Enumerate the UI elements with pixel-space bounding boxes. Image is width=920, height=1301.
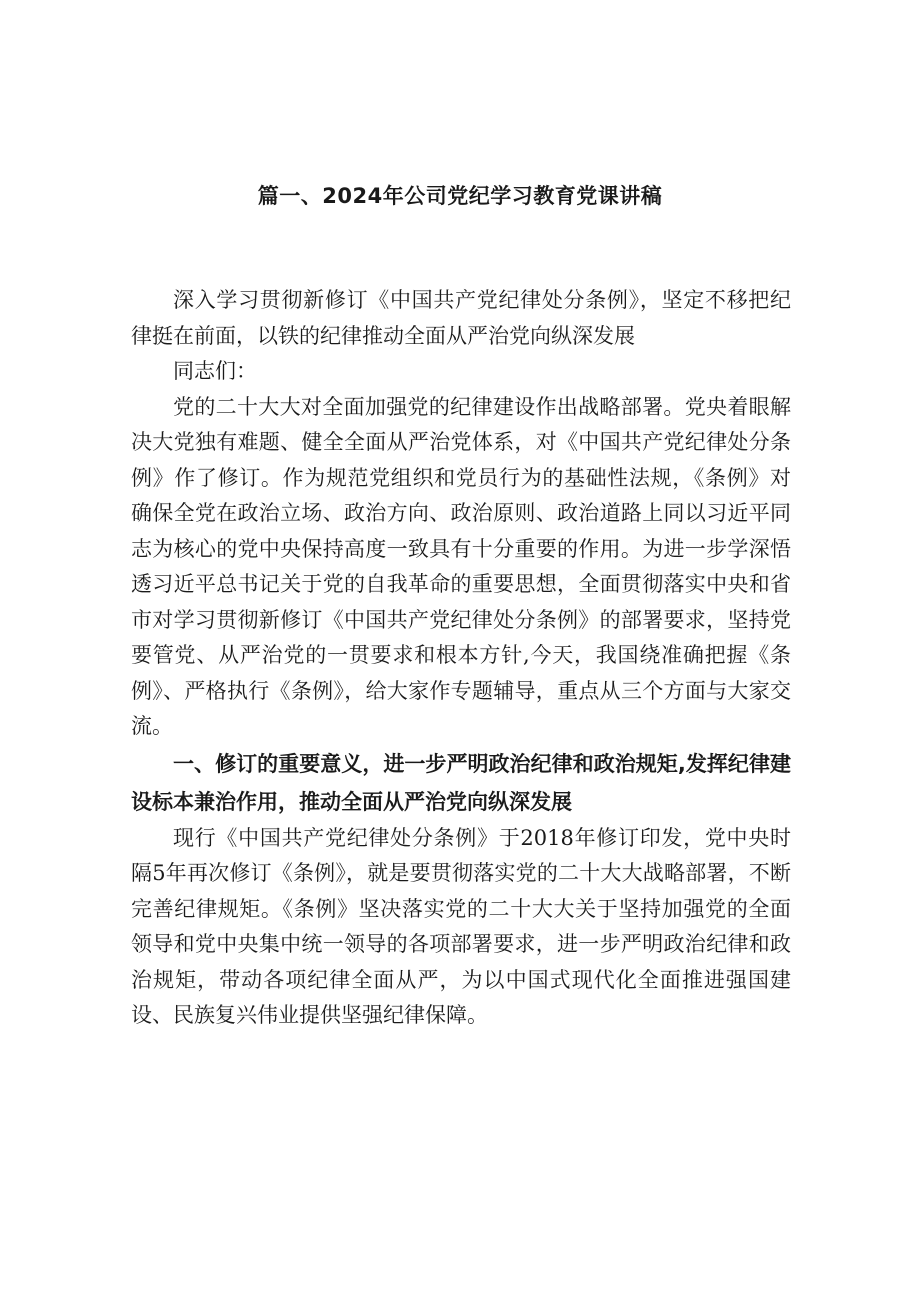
body-paragraph-2: 现行《中国共产党纪律处分条例》于2018年修订印发，党中央时隔5年再次修订《条例》，就是要贯彻落实党的二十大大战略部署，不断完善纪律规矩。《条例》坚决落实党的二十大大关于坚持加强党的全面领导和党中央集中统一领导的各项部署要求，进一步严明政治纪律和政治规矩，带动各项纪律全面从严，为以中国式现代化全面推进强国建设、民族复兴伟业提供坚强纪律保障。 — [131, 825, 791, 1027]
body-paragraph-1: 党的二十大大对全面加强党的纪律建设作出战略部署。党央着眼解决大党独有难题、健全全面从严治党体系，对《中国共产党纪律处分条例》作了修订。作为规范党组织和党员行为的基础性法规，《条例》对确保全党在政治立场、政治方向、政治原则、政治道路上同以习近平同志为核心的党中央保持高度一致具有十分重要的作用。为进一步学深悟透习近平总书记关于党的自我革命的重要思想，全面贯彻落实中央和省市对学习贯彻新修订《中国共产党纪律处分条例》的部署要求，坚持党要管党、从严治党的一贯要求和根本方针,今天，我国绕准确把握《条例》、严格执行《条例》，给大家作专题辅导，重点从三个方面与大家交流。 — [131, 394, 791, 738]
section-heading-1: 一、修订的重要意义，进一步严明政治纪律和政治规矩,发挥纪律建设标本兼治作用，推动全面从严治党向纵深发展 — [131, 751, 791, 814]
document-title: 篇一、2024年公司党纪学习教育党课讲稿 — [257, 184, 663, 208]
document-body — [131, 283, 791, 1034]
subtitle-paragraph: 深入学习贯彻新修订《中国共产党纪律处分条例》，坚定不移把纪律挺在前面，以铁的纪律推动全面从严治党向纵深发展 — [131, 288, 791, 348]
greeting-paragraph: 同志们： — [173, 359, 257, 383]
